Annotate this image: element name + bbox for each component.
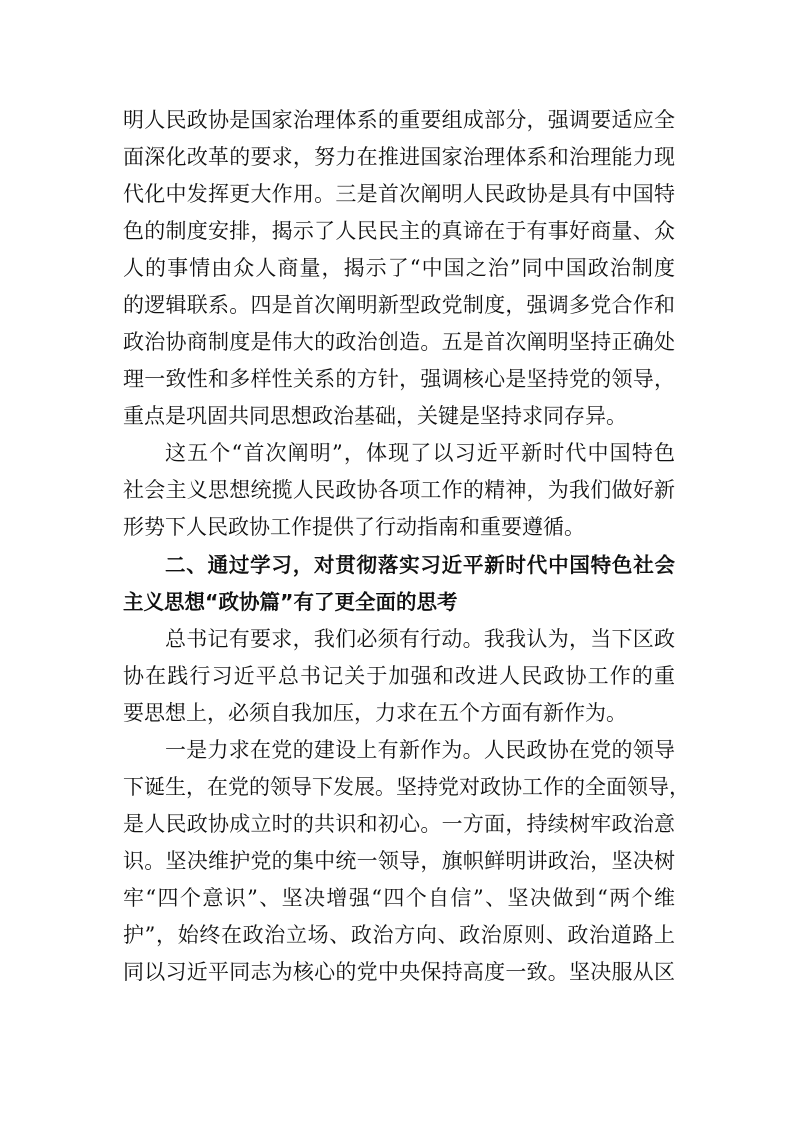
paragraph-line: 是人民政协成立时的共识和初心。一方面，持续树牢政治意 (123, 812, 675, 836)
paragraph-line: 人的事情由众人商量，揭示了“中国之治”同中国政治制度 (123, 256, 675, 280)
paragraph-line: 同以习近平同志为核心的党中央保持高度一致。坚决服从区 (123, 960, 675, 984)
paragraph-line: 护”，始终在政治立场、政治方向、政治原则、政治道路上 (123, 923, 675, 947)
paragraph-line: 社会主义思想统揽人民政协各项工作的精神，为我们做好新 (123, 478, 675, 502)
paragraph-line: 理一致性和多样性关系的方针，强调核心是坚持党的领导， (123, 367, 675, 391)
paragraph-line: 政治协商制度是伟大的政治创造。五是首次阐明坚持正确处 (123, 330, 675, 354)
section-heading-line: 主义思想“政协篇”有了更全面的思考 (123, 590, 458, 614)
paragraph-line: 识。坚决维护党的集中统一领导，旗帜鲜明讲政治，坚决树 (123, 849, 675, 873)
paragraph-line: 总书记有要求，我们必须有行动。我我认为，当下区政 (165, 627, 675, 651)
paragraph-line: 下诞生，在党的领导下发展。坚持党对政协工作的全面领导， (123, 775, 690, 799)
paragraph-line: 明人民政协是国家治理体系的重要组成部分，强调要适应全 (123, 108, 675, 132)
paragraph-line: 的逻辑联系。四是首次阐明新型政党制度，强调多党合作和 (123, 293, 675, 317)
paragraph-line: 色的制度安排，揭示了人民民主的真谛在于有事好商量、众 (123, 219, 675, 243)
section-heading-line: 二、通过学习，对贯彻落实习近平新时代中国特色社会 (165, 553, 675, 577)
paragraph-line: 牢“四个意识”、坚决增强“四个自信”、坚决做到“两个维 (123, 886, 675, 910)
paragraph-line: 要思想上，必须自我加压，力求在五个方面有新作为。 (123, 701, 627, 725)
paragraph-line: 这五个“首次阐明”，体现了以习近平新时代中国特色 (165, 441, 675, 465)
paragraph-line: 重点是巩固共同思想政治基础，关键是坚持求同存异。 (123, 404, 627, 428)
paragraph-line: 形势下人民政协工作提供了行动指南和重要遵循。 (123, 515, 585, 539)
paragraph-line: 面深化改革的要求，努力在推进国家治理体系和治理能力现 (123, 145, 675, 169)
paragraph-line: 协在践行习近平总书记关于加强和改进人民政协工作的重 (123, 664, 675, 688)
paragraph-line: 代化中发挥更大作用。三是首次阐明人民政协是具有中国特 (123, 182, 675, 206)
paragraph-line: 一是力求在党的建设上有新作为。人民政协在党的领导 (165, 738, 675, 762)
